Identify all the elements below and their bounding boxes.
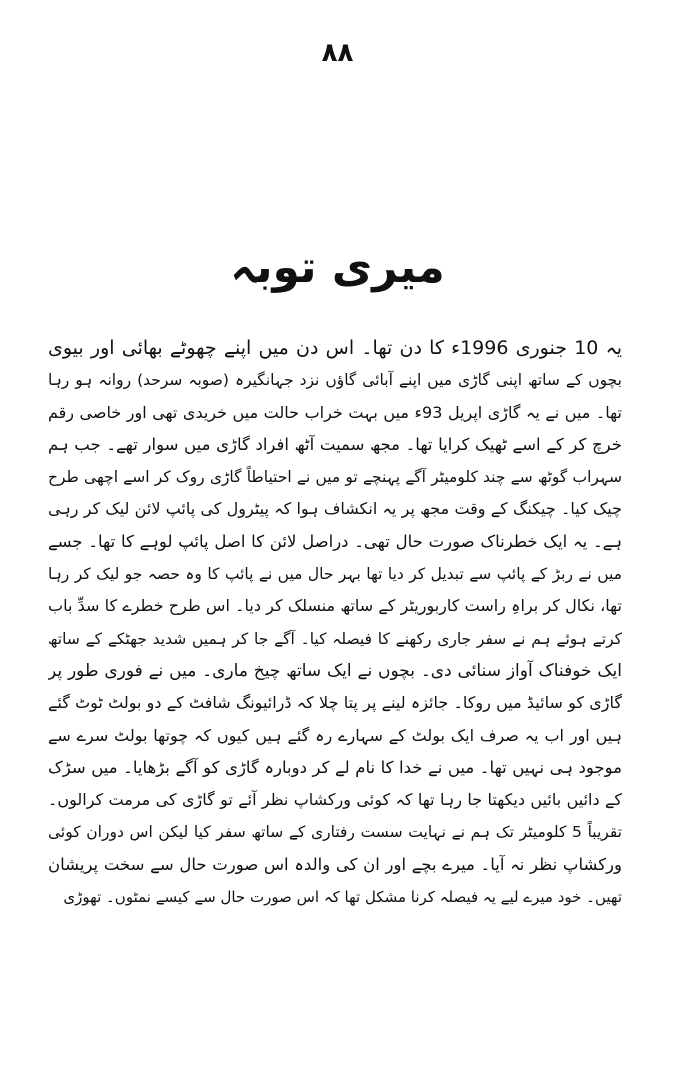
text-line: تھا، نکال کر براہِ راست کاربوریٹر کے ساتھ منسلک کر دیا۔ اس طرح خطرے کا سدِّ باب <box>48 596 622 616</box>
text-line: ہے۔ یہ ایک خطرناک صورت حال تھی۔ دراصل لائن کا اصل پائپ لوہے کا تھا۔ جسے <box>48 531 622 551</box>
text-line: میں نے ربڑ کے پائپ سے تبدیل کر دیا تھا بہر حال میں نے پائپ کا وہ حصہ جو لیک کر رہا <box>48 565 622 584</box>
body-text <box>48 332 622 913</box>
text-line: ورکشاپ نظر نہ آیا۔ میرے بچے اور ان کی والدہ اس صورت حال سے سخت پریشان <box>48 854 622 874</box>
text-line: خرچ کر کے اسے ٹھیک کرایا تھا۔ مجھ سمیت آٹھ افراد گاڑی میں سوار تھے۔ جب ہم <box>48 434 622 454</box>
text-line: بچوں کے ساتھ اپنی گاڑی میں اپنے آبائی گاؤں نزد جہانگیرہ (صوبہ سرحد) روانہ ہو رہا <box>48 371 622 390</box>
text-line: تقریباً 5 کلومیٹر تک ہم نے نہایت سست رفتاری کے ساتھ سفر کیا لیکن اس دوران کوئی <box>48 823 622 842</box>
text-line: کرتے ہوئے ہم نے سفر جاری رکھنے کا فیصلہ کیا۔ آگے جا کر ہمیں شدید جھٹکے کے ساتھ <box>48 629 622 648</box>
text-line: تھیں۔ خود میرے لیے یہ فیصلہ کرنا مشکل تھا کہ اس صورت حال سے کیسے نمٹوں۔ تھوڑی <box>63 888 622 907</box>
text-line: کے دائیں بائیں دیکھتا جا رہا تھا کہ کوئی ورکشاپ نظر آئے تو گاڑی کی مرمت کرالوں۔ <box>48 790 622 810</box>
text-line: ایک خوفناک آواز سنائی دی۔ بچوں نے ایک ساتھ چیخ ماری۔ میں نے فوری طور پر <box>48 660 622 681</box>
text-line: سہراب گوٹھ سے چند کلومیٹر آگے پہنچے تو میں نے احتیاطاً گاڑی روک کر اسے اچھی طرح <box>48 468 622 487</box>
text-line: یہ 10 جنوری 1996ء کا دن تھا۔ اس دن میں اپنے چھوٹے بھائی اور بیوی <box>48 337 622 359</box>
text-line: تھا۔ میں نے یہ گاڑی اپریل 93ء میں بہت خراب حالت میں خریدی تھی اور خاصی رقم <box>48 402 622 422</box>
text-line: موجود ہی نہیں تھا۔ میں نے خدا کا نام لے کر دوبارہ گاڑی کو آگے بڑھایا۔ میں سڑک <box>48 757 622 777</box>
text-line: چیک کیا۔ چیکنگ کے وقت مجھ پر یہ انکشاف ہوا کہ پیٹرول کی پائپ لائن لیک کر رہی <box>48 499 622 519</box>
text-line: ہیں اور اب یہ صرف ایک بولٹ کے سہارے رہ گئے ہیں کیوں کہ چوتھا بولٹ سرے سے <box>48 725 622 745</box>
page-number: ۸۸ <box>321 38 354 68</box>
text-line: گاڑی کو سائیڈ میں روکا۔ جائزہ لینے پر پتا چلا کہ ڈرائیونگ شافٹ کے دو بولٹ ٹوٹ گئے <box>48 693 622 713</box>
chapter-title: میری توبہ <box>230 242 445 293</box>
